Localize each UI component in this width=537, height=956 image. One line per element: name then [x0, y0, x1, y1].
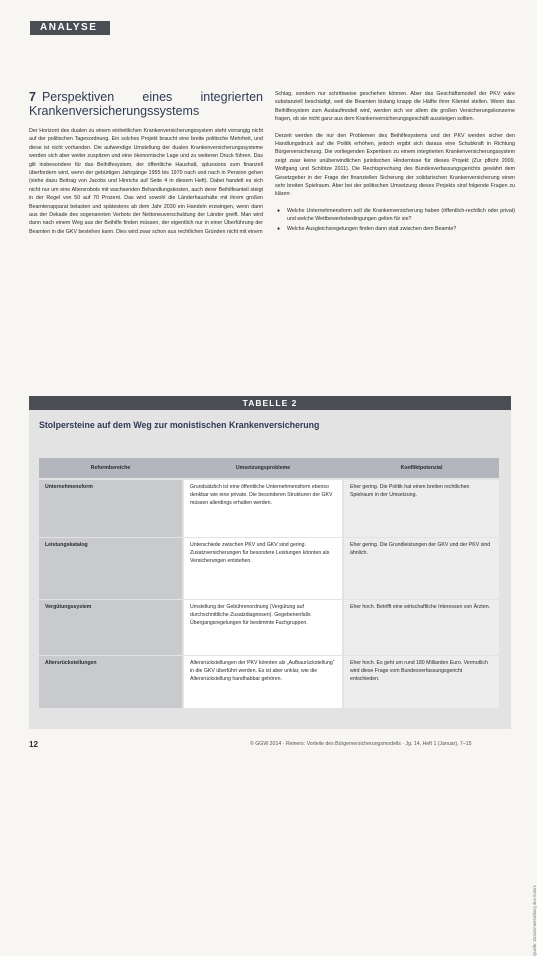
- row-conflict: Eher gering. Die Politik hat einen breiten rechtlichen Spielraum in der Umsetzung.: [344, 480, 499, 537]
- section-heading: [29, 90, 263, 118]
- section-tab: ANALYSE: [30, 21, 110, 35]
- list-item: ● Welche Unternehmensform soll die Krankenversicherung haben (öffentlich-rechtlich oder privat) und welche Wettbewerbsbedingungen gelten für sie?: [287, 207, 515, 224]
- table-grid: [39, 458, 499, 709]
- table-source-credit: Quelle: Zusammenstellung des Autors: [532, 885, 537, 956]
- table-title: Stolpersteine auf dem Weg zur monistischen Krankenversicherung: [39, 420, 320, 430]
- table-row: [39, 480, 499, 538]
- left-paragraph: Der Horizont des dualen zu einem einheitlichen Krankenversicherungssystem steht vorrangig nicht auf der politischen Tagesordnung. Ein solches Projekt braucht eine breite politische Mehrheit, und diese ist nicht vorhanden. Die aufwendige Umstellung der dualen Krankenversicherungssysteme werden sich aber weiter zuspitzen und eine ökonomische Lage und zu weiteren Druck führen. Das gilt insbesondere für das Beihilfesystem, der öffentliche Haushalt, splussions zum finanzell überfordern wird, wenn der gebürtigen Jahrgänge 1955 bis 1970 nach und nach in Pension gehen (siehe dazu Beitrag von Jacobs und Hinrichs auf Seite 4 in diesem Heft). Dabei handelt es sich nicht nur um eine Altersrobots mit wachsenden Behandlungskosten, auch derer Beihilfeanteil steigt in der Regel von 50 auf 70 Prozent. Das wird sowohl die Länderhaushalte mit ihrem großen Beamtenapparat belasten und spätestens ab dem Jahr 2030 ein Handeln erzwingen, wenn dann aus der Dekade des sogenannten Verbots der Nettoneuverschuldung der Länder greift. Man wird dann nach einem Weg aus der Beihilfe finden müssen, der eigentlich nur in einer Überführung der Beamten in die GKV bestehen kann. Dies wird zwar schon aus rechtlichen Gründen nicht mit einem: [29, 128, 263, 235]
- table-row: [39, 656, 499, 709]
- row-conflict: Eher hoch. Betrifft eine wirtschaftliche Interessen von Ärzten.: [344, 600, 499, 655]
- question-list: [275, 207, 515, 233]
- column-header: Umsetzungsprobleme: [235, 465, 291, 471]
- row-area: Vergütungssystem: [39, 600, 182, 655]
- left-column: [29, 90, 263, 244]
- list-item: ● Welche Ausgleichsregelungen finden dann statt zwischen dem Beamte?: [287, 225, 515, 233]
- right-column: [275, 90, 515, 234]
- row-area: Leistungskatalog: [39, 538, 182, 599]
- column-header: Konfliktpotenzial: [400, 465, 443, 471]
- page-number: 12: [29, 740, 38, 749]
- right-paragraph: Schlag, sondern nur schrittweise geschehen können. Aber das Geschäftsmodell der PKV wäre substanziell beschädigt, weil die Beamten bislang knapp die Hälfte ihrer Klientel stellen. Wenn das Beihilfesystem zum Auslaufmodell wird, werden sich vor allem die großen Versicherungskonzerne fragen, ob sie nicht ganz aus dem Krankenversicherungsgeschäft aussteigen sollten.: [275, 91, 515, 123]
- table-label: TABELLE 2: [29, 396, 511, 410]
- row-conflict: Eher hoch. Es geht um rund 180 Milliarden Euro. Vermutlich wird diese Frage vom Bundesverfassungsgericht entschieden.: [344, 656, 499, 708]
- footer-reference: © GGW 2014 · Reiners: Vorteile des Bürgerversicherungsmodells · Jg. 14, Heft 1 (Januar), 7–15: [250, 741, 472, 747]
- row-problem: Unterschiede zwischen PKV und GKV sind gering. Zusatzversicherungen für besondere Leistungen könnten als Versicherungen entstehen.: [182, 538, 344, 599]
- row-conflict: Eher gering. Die Grundleistungen der GKV und der PKV sind ähnlich.: [344, 538, 499, 599]
- row-problem: Grundsätzlich ist eine öffentliche Unternehmensform ebenso denkbar wie eine private. Die besonderen Strukturen der GKV müssen allerdings erhalten werden.: [182, 480, 344, 537]
- table-row: [39, 600, 499, 656]
- row-problem: Umstellung der Gebührenordnung (Vergütung auf durchschnittliche Zusatzdiagnosen). Gegebenenfalls Übergangsregelungen für bestimmte Fachgruppen.: [182, 600, 344, 655]
- section-number: 7: [29, 90, 36, 104]
- column-header: Reformbereiche: [90, 465, 131, 471]
- table-header-row: [39, 458, 499, 480]
- row-area: Altersrückstellungen: [39, 656, 182, 708]
- row-area: Unternehmensform: [39, 480, 182, 537]
- row-problem: Altersrückstellungen der PKV könnten als „Aufbaurückstellung“ in die GKV überführt werden. Es ist aber unklar, wie die Altersrückstellung handhabbar gehören.: [182, 656, 344, 708]
- table-row: [39, 538, 499, 600]
- right-paragraph: Derzeit werden die nur den Problemen des Beihilfesystems und der PKV werden sicher den Handlungsdruck auf die Politik erhöhen, jedoch ergibt sich daraus eine Schubkraft in Richtung Bürgerversicherung. Die vorliegenden Expertisen zu einem integrierten Krankenversicherungssystem zeigt zwar keine unüberwindlichen juristischen Hindernisse für dieses Projekt (Zur pflicht 2009, Wolfgang und Schlötze 2011). Die Rechtsprechung des Bundesverfassungsgerichts gewährt dem Gesetzgeber in der Frage der finanziellen Sicherung der solidarischen Krankenversicherung einen sehr breiten Spielraum. Aber bei der politischen Umsetzung dieses Projekts sind folgende Fragen zu klären:: [275, 132, 515, 198]
- section-title: Perspektiven eines integrierten Krankenversicherungssystems: [29, 90, 263, 118]
